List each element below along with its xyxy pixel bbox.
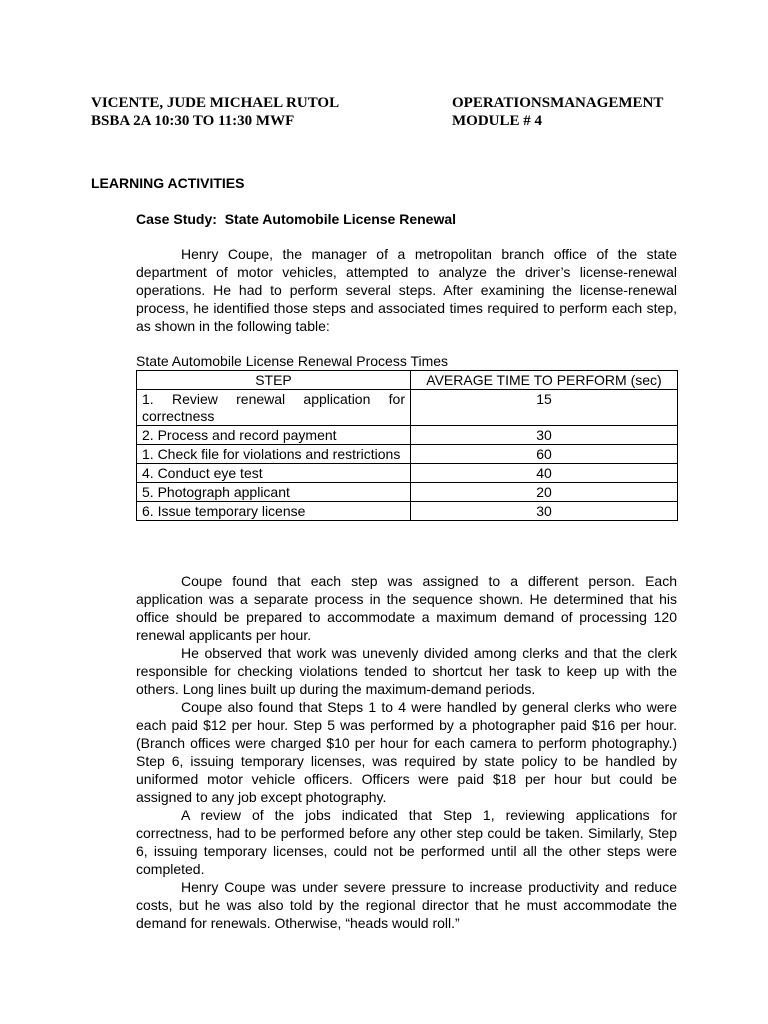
paragraph-text: Henry Coupe, the manager of a metropolitan branch office of the state department of motor vehicles, attempted to analyze the driver’s license-renewal operations. He had to perform several steps. After examining the license-renewal process, he identified those steps and associated times required to perform each step, as shown in the following table: xyxy=(136,246,677,334)
time-cell: 20 xyxy=(411,483,678,502)
student-header xyxy=(91,94,339,130)
table-caption: State Automobile License Renewal Process Times xyxy=(136,353,449,369)
body-paragraph: Coupe found that each step was assigned to a different person. Each application was a separate process in the sequence shown. He determined that his office should be prepared to accommodate a maximum demand of processing 120 renewal applicants per hour. xyxy=(136,573,677,643)
time-cell: 30 xyxy=(411,502,678,521)
student-name: VICENTE, JUDE MICHAEL RUTOL xyxy=(91,95,340,111)
section-title: LEARNING ACTIVITIES xyxy=(91,175,245,191)
intro-paragraph xyxy=(136,245,677,335)
step-cell: 4. Conduct eye test xyxy=(137,464,411,483)
step-cell: 2. Process and record payment xyxy=(137,426,411,445)
step-cell: 1. Check file for violations and restrictions xyxy=(137,445,411,464)
time-cell: 15 xyxy=(411,390,678,426)
table-row xyxy=(137,483,678,502)
subject-title: OPERATIONSMANAGEMENT xyxy=(452,95,664,111)
body-text xyxy=(136,572,677,932)
column-header-step: STEP xyxy=(137,371,411,390)
table-row xyxy=(137,445,678,464)
case-study-title: Case Study: State Automobile License Renewal xyxy=(136,211,457,227)
body-paragraph: A review of the jobs indicated that Step 1, reviewing applications for correctness, had to be performed before any other step could be taken. Similarly, Step 6, issuing temporary licenses, could not be performed until all the other steps were completed. xyxy=(136,807,677,877)
table-row xyxy=(137,502,678,521)
time-cell: 40 xyxy=(411,464,678,483)
process-times-table xyxy=(136,370,678,521)
body-paragraph: Henry Coupe was under severe pressure to increase productivity and reduce costs, but he was also told by the regional director that he must accommodate the demand for renewals. Otherwise, “heads would roll.” xyxy=(136,879,677,931)
step-cell: 1. Review renewal application for correctness xyxy=(137,390,411,426)
class-section: BSBA 2A 10:30 TO 11:30 MWF xyxy=(91,113,295,129)
body-paragraph: Coupe also found that Steps 1 to 4 were handled by general clerks who were each paid $12 per hour. Step 5 was performed by a photographer paid $16 per hour. (Branch offices were charged $10 per hour for each camera to perform photography.) Step 6, issuing temporary licenses, was required by state policy to be handled by uniformed motor vehicle officers. Officers were paid $18 per hour but could be assigned to any job except photography. xyxy=(136,699,677,805)
table-header-row xyxy=(137,371,678,390)
table-row xyxy=(137,464,678,483)
module-number: MODULE # 4 xyxy=(452,113,542,129)
time-cell: 60 xyxy=(411,445,678,464)
time-cell: 30 xyxy=(411,426,678,445)
step-cell: 5. Photograph applicant xyxy=(137,483,411,502)
column-header-time: AVERAGE TIME TO PERFORM (sec) xyxy=(411,371,678,390)
table-row xyxy=(137,390,678,426)
course-header xyxy=(452,94,663,130)
step-cell: 6. Issue temporary license xyxy=(137,502,411,521)
table-row xyxy=(137,426,678,445)
body-paragraph: He observed that work was unevenly divided among clerks and that the clerk responsible for checking violations tended to shortcut her task to keep up with the others. Long lines built up during the maximum-demand periods. xyxy=(136,645,677,697)
